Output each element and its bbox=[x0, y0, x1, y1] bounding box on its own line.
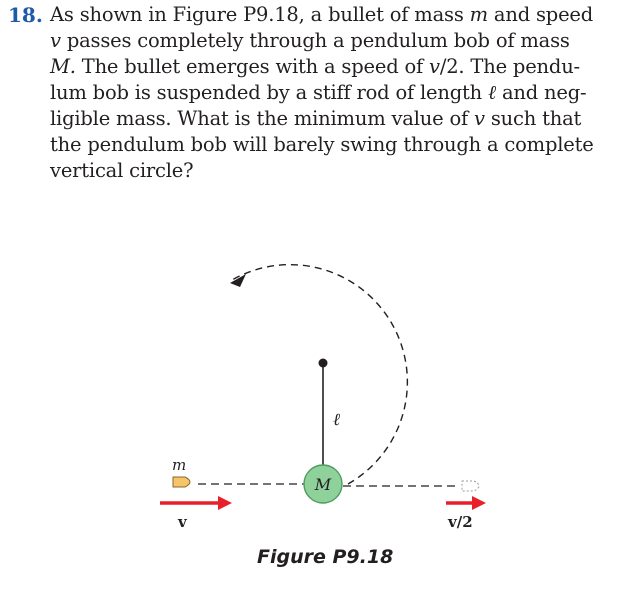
text-run: passes completely through a pendulum bob of mass bbox=[60, 29, 570, 52]
final-velocity-label: v/2 bbox=[448, 513, 473, 531]
bullet-initial bbox=[173, 477, 190, 487]
text-run: the pendulum bob will barely swing through a complete bbox=[50, 133, 594, 156]
initial-velocity-label: v bbox=[178, 513, 187, 531]
math-symbol: v bbox=[429, 55, 440, 78]
math-symbol: v bbox=[50, 29, 61, 52]
bullet-emerging bbox=[462, 481, 479, 491]
text-run: such that bbox=[484, 107, 582, 130]
math-symbol: v bbox=[474, 107, 485, 130]
rod-length-label: ℓ bbox=[333, 410, 341, 430]
bullet-mass-label: m bbox=[172, 456, 187, 474]
text-run: lum bob is suspended by a stiff rod of length bbox=[50, 81, 489, 104]
swing-path bbox=[232, 265, 407, 484]
swing-direction-arrowhead bbox=[230, 274, 246, 287]
math-symbol: M. bbox=[50, 55, 76, 78]
bob-mass-label: M bbox=[314, 475, 332, 494]
text-run: vertical circle? bbox=[50, 159, 194, 182]
math-symbol: m bbox=[469, 3, 488, 26]
final-velocity-arrowhead bbox=[472, 496, 486, 510]
text-run: As shown in Figure P9.18, a bullet of mass bbox=[50, 3, 470, 26]
problem-number: 18. bbox=[8, 3, 43, 27]
text-run: ligible mass. What is the minimum value of bbox=[50, 107, 475, 130]
text-run: and neg- bbox=[495, 81, 587, 104]
text-run: and speed bbox=[487, 3, 594, 26]
math-symbol: ℓ bbox=[488, 81, 496, 104]
figure-caption: Figure P9.18 bbox=[257, 546, 394, 568]
text-run: The bullet emerges with a speed of bbox=[75, 55, 430, 78]
text-run: /2. The pendu- bbox=[439, 55, 580, 78]
initial-velocity-arrowhead bbox=[218, 496, 232, 510]
